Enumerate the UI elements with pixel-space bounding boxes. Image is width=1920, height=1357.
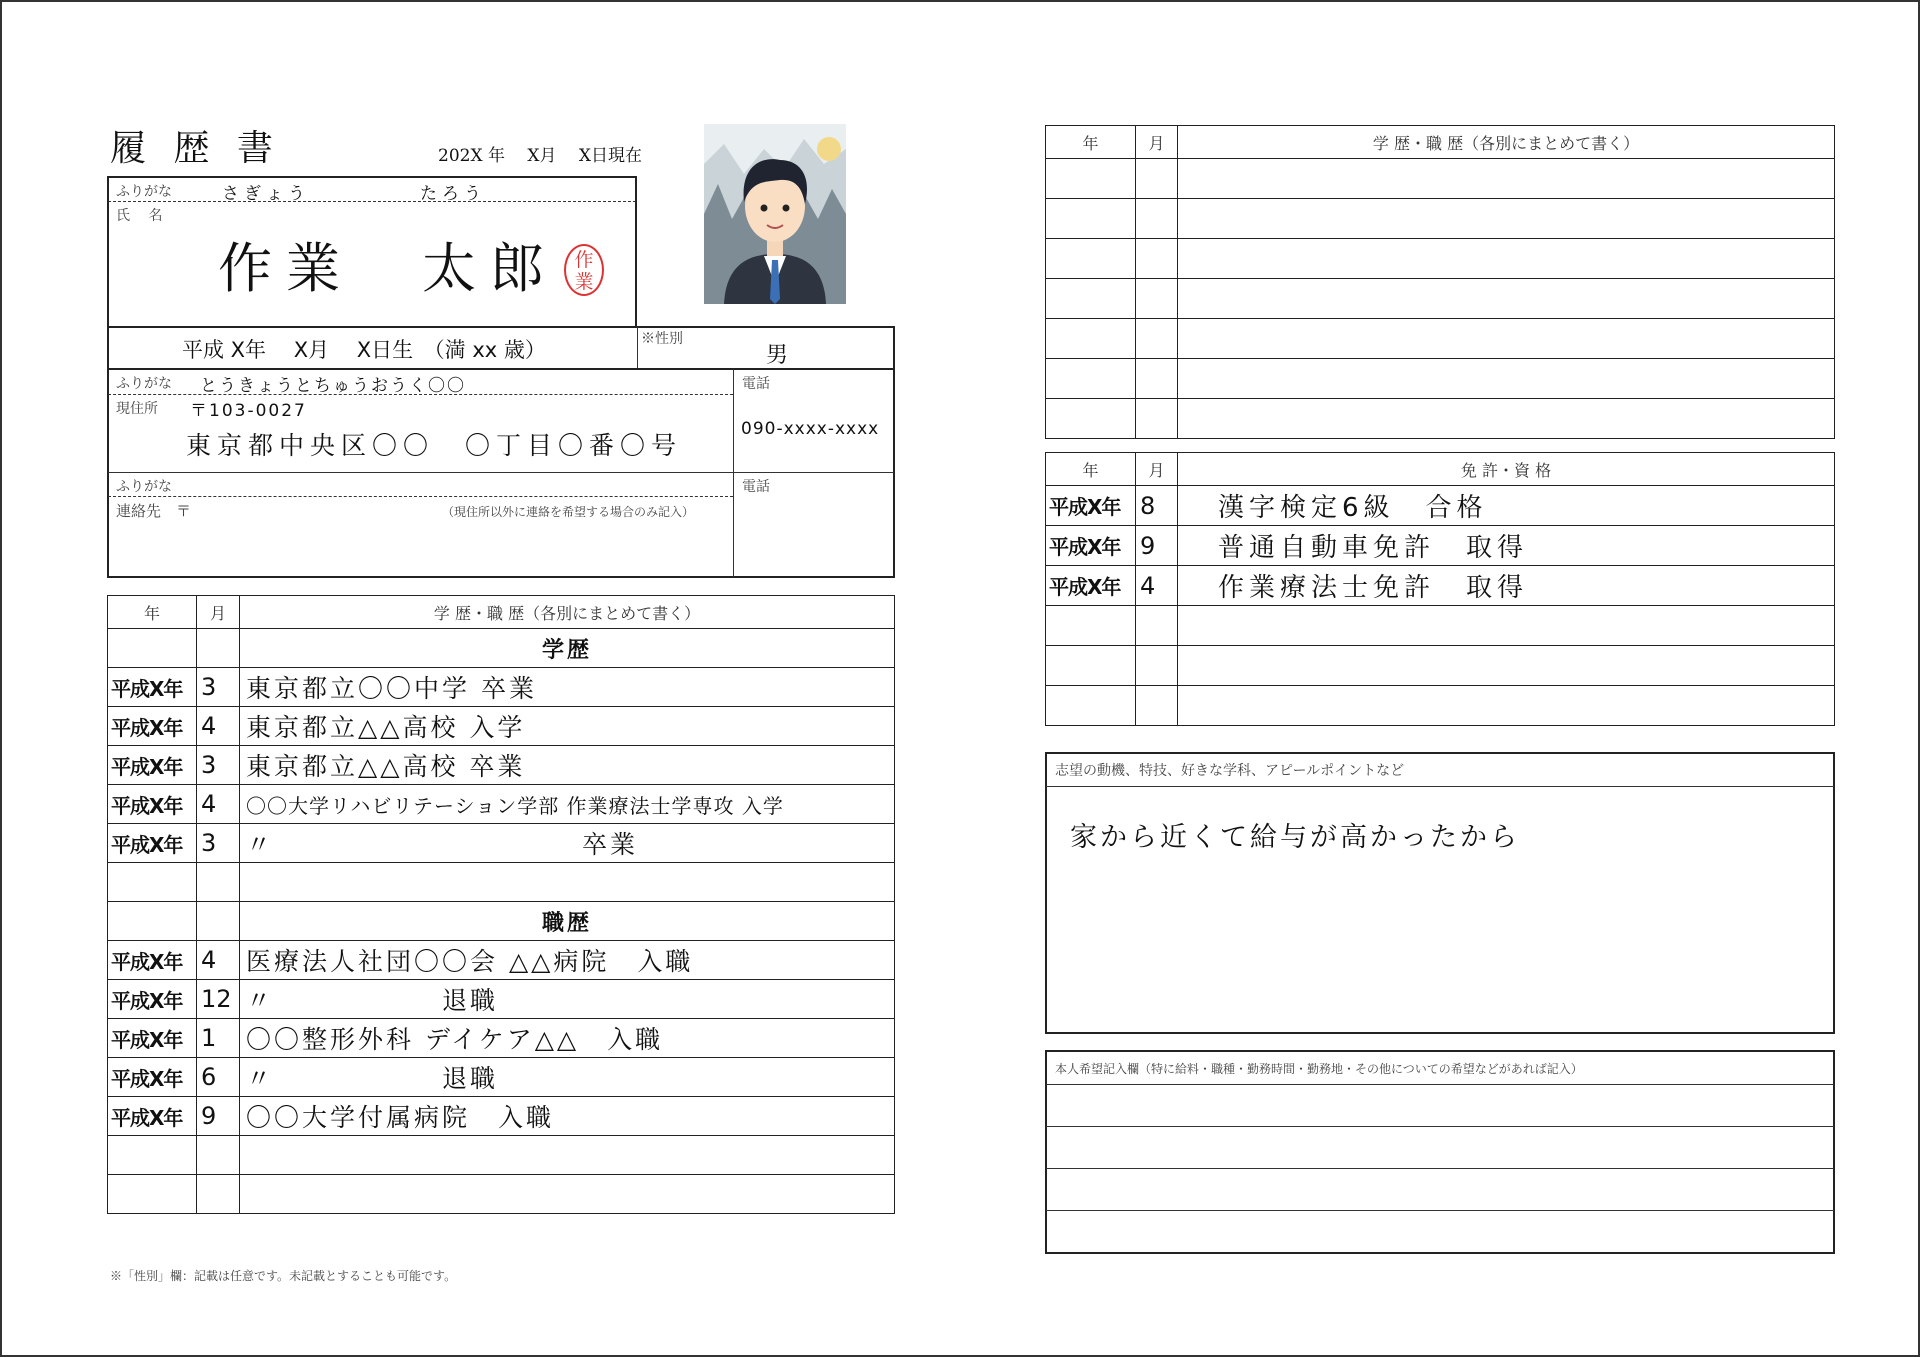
history-cell — [1178, 279, 1835, 319]
year-cell — [1046, 239, 1136, 279]
year-cell — [108, 902, 197, 941]
year-header: 年 — [1046, 453, 1136, 486]
date-line: 202X 年 X月 X日現在 — [438, 146, 642, 166]
month-header: 月 — [1136, 126, 1178, 159]
license-cell — [1178, 606, 1835, 646]
person-photo-icon — [704, 124, 846, 304]
table-header — [1046, 453, 1835, 486]
month-cell — [1136, 239, 1178, 279]
education-work-history-table — [107, 595, 895, 1214]
month-cell: 6 — [197, 1058, 240, 1097]
year-cell: 平成X年 — [108, 707, 197, 746]
month-cell: 1 — [197, 1019, 240, 1058]
month-cell: 3 — [197, 668, 240, 707]
month-cell: 12 — [197, 980, 240, 1019]
history-cell: 〇〇大学リハビリテーション学部 作業療法士学専攻 入学 — [240, 785, 895, 824]
history-cell — [1178, 199, 1835, 239]
year-cell — [108, 1136, 197, 1175]
year-cell: 平成X年 — [108, 941, 197, 980]
address-furigana-label: ふりがな — [116, 376, 172, 392]
month-cell — [1136, 319, 1178, 359]
table-row — [1046, 239, 1835, 279]
history-cell: 東京都立〇〇中学 卒業 — [240, 668, 895, 707]
month-cell — [1136, 199, 1178, 239]
month-cell: 9 — [1136, 526, 1178, 566]
history-cell — [1178, 239, 1835, 279]
year-cell: 平成X年 — [108, 1058, 197, 1097]
furigana-label: ふりがな — [116, 184, 172, 200]
table-header — [1046, 126, 1835, 159]
year-cell — [1046, 399, 1136, 439]
month-cell — [1136, 359, 1178, 399]
table-row — [1046, 526, 1835, 566]
table-row — [108, 941, 895, 980]
motivation-label: 志望の動機、特技、好きな学科、アピールポイントなど — [1055, 763, 1405, 779]
month-cell — [1136, 279, 1178, 319]
address-label: 現住所 — [116, 401, 158, 417]
year-cell: 平成X年 — [1046, 566, 1136, 606]
table-row — [108, 1097, 895, 1136]
month-cell: 3 — [197, 746, 240, 785]
table-row — [108, 1019, 895, 1058]
year-cell — [1046, 686, 1136, 726]
birth-date: 平成 X年 X月 X日生 （満 xx 歳） — [182, 338, 546, 362]
table-row — [108, 1058, 895, 1097]
table-row — [1046, 486, 1835, 526]
year-cell — [1046, 159, 1136, 199]
month-cell — [197, 1175, 240, 1214]
history-cell — [1178, 399, 1835, 439]
year-cell: 平成X年 — [108, 785, 197, 824]
table-row — [1046, 199, 1835, 239]
furigana-name: さぎょう たろう — [222, 184, 486, 204]
month-cell: 4 — [1136, 566, 1178, 606]
year-cell: 平成X年 — [108, 668, 197, 707]
table-row — [108, 1136, 895, 1175]
month-header: 月 — [1136, 453, 1178, 486]
license-header: 免 許・資 格 — [1178, 453, 1835, 486]
month-cell — [1136, 646, 1178, 686]
month-cell: 3 — [197, 824, 240, 863]
table-header — [108, 596, 895, 629]
motivation-text: 家から近くて給与が高かったから — [1070, 822, 1520, 853]
table-row — [1046, 279, 1835, 319]
address-value: 東京都中央区〇〇 〇丁目〇番〇号 — [186, 431, 683, 460]
license-cell — [1178, 646, 1835, 686]
additional-history-table — [1045, 125, 1835, 439]
address-furigana: とうきょうとちゅうおうく〇〇 — [200, 376, 466, 396]
month-header: 月 — [197, 596, 240, 629]
contact-furigana-label: ふりがな — [116, 479, 172, 495]
table-row — [1046, 159, 1835, 199]
year-cell: 平成X年 — [108, 980, 197, 1019]
license-cell: 漢字検定6級 合格 — [1178, 486, 1835, 526]
table-row — [1046, 606, 1835, 646]
history-header: 学 歴・職 歴（各別にまとめて書く） — [1178, 126, 1835, 159]
month-cell — [197, 863, 240, 902]
history-cell — [240, 863, 895, 902]
table-row — [1046, 686, 1835, 726]
table-row — [108, 629, 895, 668]
year-cell — [108, 629, 197, 668]
year-cell: 平成X年 — [108, 1019, 197, 1058]
history-cell: 〃 退職 — [240, 980, 895, 1019]
year-cell: 平成X年 — [1046, 486, 1136, 526]
year-header: 年 — [1046, 126, 1136, 159]
history-cell: 〇〇大学付属病院 入職 — [240, 1097, 895, 1136]
year-cell — [1046, 646, 1136, 686]
table-row — [108, 746, 895, 785]
history-cell: 〇〇整形外科 デイケア△△ 入職 — [240, 1019, 895, 1058]
history-cell — [1178, 319, 1835, 359]
month-cell: 8 — [1136, 486, 1178, 526]
history-cell: 東京都立△△高校 卒業 — [240, 746, 895, 785]
year-cell: 平成X年 — [108, 824, 197, 863]
history-cell — [1178, 359, 1835, 399]
month-cell — [1136, 686, 1178, 726]
license-cell: 作業療法士免許 取得 — [1178, 566, 1835, 606]
table-row — [1046, 566, 1835, 606]
license-cell: 普通自動車免許 取得 — [1178, 526, 1835, 566]
history-header: 学 歴・職 歴（各別にまとめて書く） — [240, 596, 895, 629]
history-cell: 職歴 — [240, 902, 895, 941]
license-cell — [1178, 686, 1835, 726]
month-cell — [197, 629, 240, 668]
month-cell — [1136, 606, 1178, 646]
year-cell: 平成X年 — [108, 746, 197, 785]
history-cell: 学歴 — [240, 629, 895, 668]
year-cell — [1046, 199, 1136, 239]
contact-note: （現住所以外に連絡を希望する場合のみ記入） — [442, 505, 695, 519]
year-cell — [108, 1175, 197, 1214]
requests-box — [1045, 1050, 1835, 1254]
year-cell — [1046, 359, 1136, 399]
phone-label: 電話 — [742, 376, 770, 392]
table-row — [108, 668, 895, 707]
year-cell — [1046, 279, 1136, 319]
history-cell: 〃 退職 — [240, 1058, 895, 1097]
table-row — [108, 824, 895, 863]
history-cell — [240, 1175, 895, 1214]
year-cell — [1046, 606, 1136, 646]
year-cell: 平成X年 — [1046, 526, 1136, 566]
table-row — [1046, 359, 1835, 399]
table-row — [108, 863, 895, 902]
table-row — [1046, 319, 1835, 359]
full-name: 作業 太郎 — [218, 237, 558, 300]
page-title: 履 歴 書 — [110, 128, 281, 169]
contact-label: 連絡先 〒 — [116, 502, 192, 520]
table-row — [108, 707, 895, 746]
year-cell: 平成X年 — [108, 1097, 197, 1136]
table-row — [1046, 399, 1835, 439]
table-row — [108, 902, 895, 941]
year-cell — [1046, 319, 1136, 359]
month-cell: 9 — [197, 1097, 240, 1136]
year-header: 年 — [108, 596, 197, 629]
postal-code: 〒103-0027 — [190, 401, 307, 421]
history-cell — [240, 1136, 895, 1175]
history-cell: 東京都立△△高校 入学 — [240, 707, 895, 746]
requests-label: 本人希望記入欄（特に給料・職種・勤務時間・勤務地・その他についての希望などがあれば記入） — [1055, 1062, 1583, 1076]
name-label: 氏 名 — [116, 208, 163, 224]
month-cell: 4 — [197, 941, 240, 980]
history-cell — [1178, 159, 1835, 199]
history-cell: 医療法人社団〇〇会 △△病院 入職 — [240, 941, 895, 980]
table-row — [108, 785, 895, 824]
contact-phone-label: 電話 — [742, 479, 770, 495]
hanko-stamp-icon: 作業 — [564, 244, 604, 296]
month-cell — [197, 1136, 240, 1175]
month-cell — [1136, 159, 1178, 199]
gender-value: 男 — [766, 343, 789, 368]
month-cell — [1136, 399, 1178, 439]
month-cell: 4 — [197, 785, 240, 824]
motivation-box — [1045, 752, 1835, 1034]
year-cell — [108, 863, 197, 902]
phone-value: 090-xxxx-xxxx — [741, 419, 880, 439]
table-row — [108, 1175, 895, 1214]
table-row — [108, 980, 895, 1019]
footnote: ※「性別」欄：記載は任意です。未記載とすることも可能です。 — [110, 1269, 457, 1283]
licenses-table — [1045, 452, 1835, 726]
month-cell — [197, 902, 240, 941]
table-row — [1046, 646, 1835, 686]
gender-label: ※性別 — [641, 331, 683, 347]
history-cell: 〃 卒業 — [240, 824, 895, 863]
month-cell: 4 — [197, 707, 240, 746]
